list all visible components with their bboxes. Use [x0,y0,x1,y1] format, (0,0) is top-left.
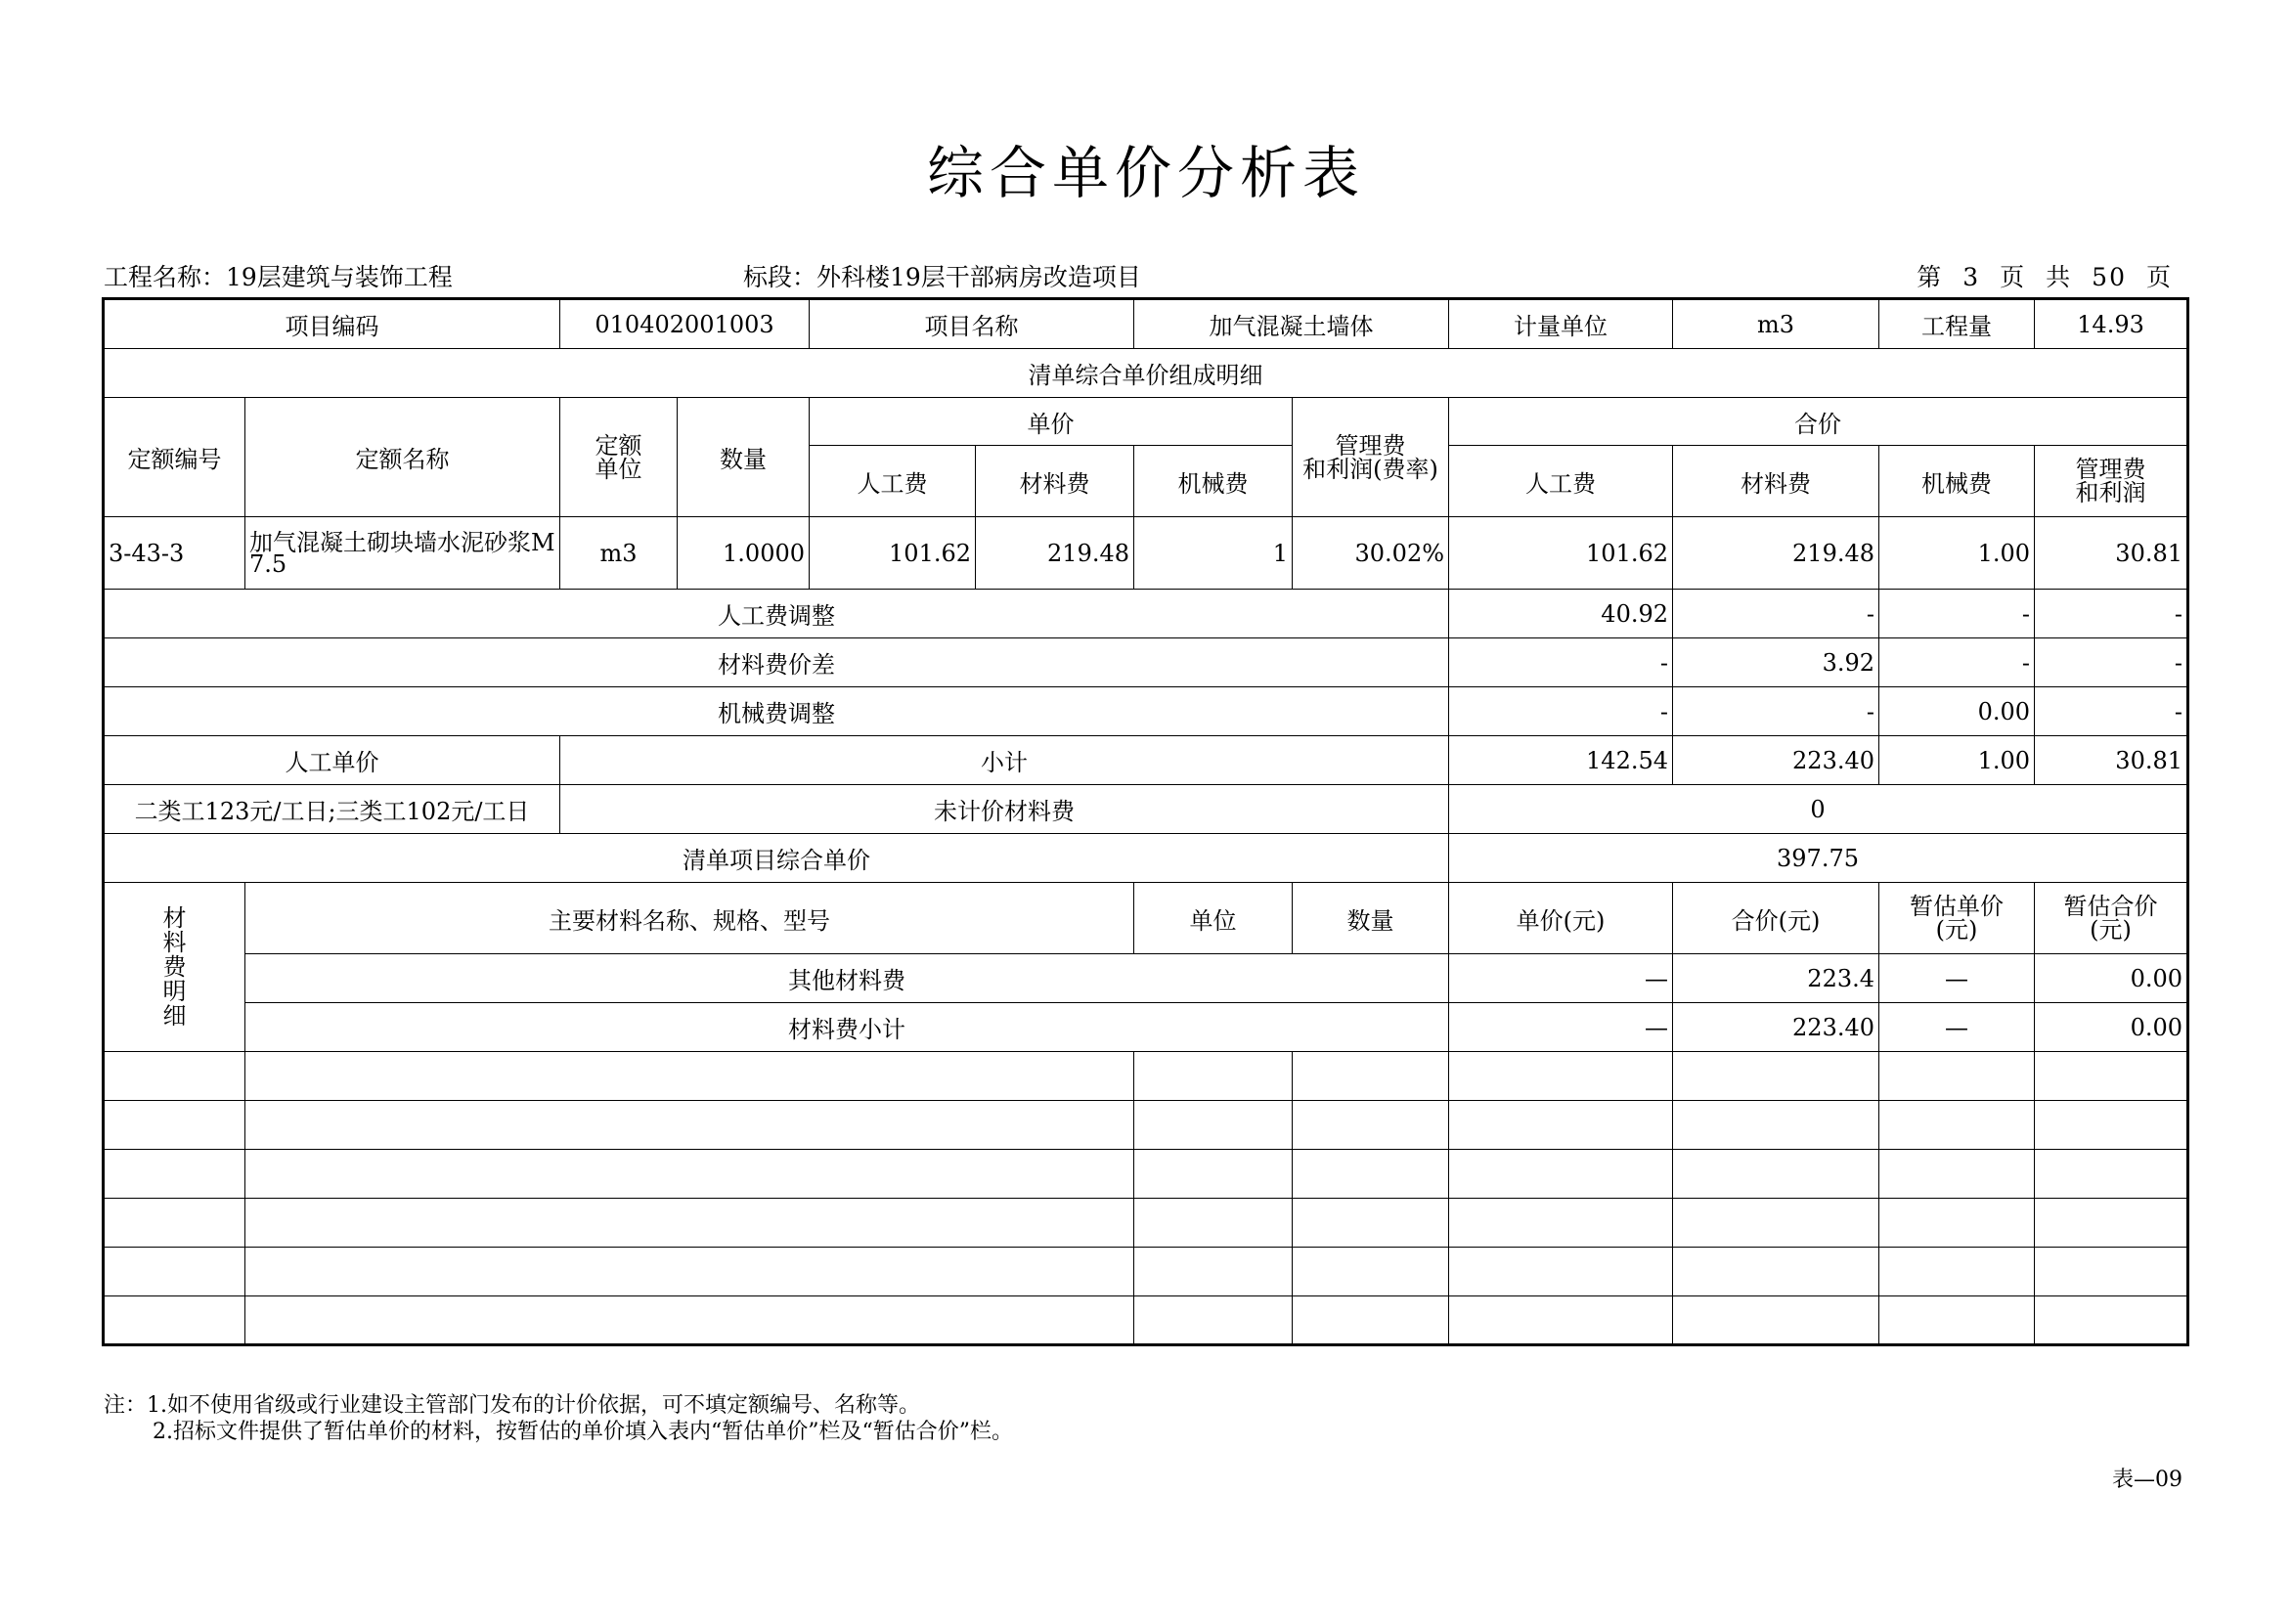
composite-row [104,834,2188,883]
material-name: 材料费小计 [245,1003,1449,1052]
quota-no: 3-43-3 [104,517,245,590]
note-2: 2.招标文件提供了暂估单价的材料，按暂估的单价填入表内“暂估单价”栏及“暂估合价”栏。 [153,1420,1013,1444]
empty-row [104,1199,2188,1248]
adjustment-label: 人工费调整 [104,590,1449,638]
quota-material: 219.48 [976,517,1134,590]
quota-material-total: 219.48 [1673,517,1879,590]
adjustment-machine: 0.00 [1879,687,2035,736]
materials-unit-header: 单位 [1134,883,1293,954]
col-mgmt-rate-text: 管理费 和利润(费率) [1302,431,1438,483]
unpriced-material-value: 0 [1449,785,2188,834]
adjustment-material: - [1673,687,1879,736]
empty-row [104,1296,2188,1345]
subtotal-row [104,736,2188,785]
materials-est-total-header [2035,883,2188,954]
col-labor-total: 人工费 [1449,446,1673,517]
adjustment-labor: - [1449,638,1673,687]
page-indicator [1907,258,2182,293]
col-labor: 人工费 [810,446,976,517]
materials-name-header: 主要材料名称、规格、型号 [245,883,1134,954]
materials-est-price-header [1879,883,2035,954]
quota-rate: 30.02% [1293,517,1449,590]
col-total-price: 合价 [1449,398,2188,446]
empty-row [104,1052,2188,1101]
labor-rate-label: 人工单价 [104,736,560,785]
detail-title: 清单综合单价组成明细 [104,349,2188,398]
quota-name: 加气混凝土砌块墙水泥砂浆M7.5 [245,517,560,590]
item-qty: 14.93 [2035,299,2188,349]
materials-row [104,954,2188,1003]
item-qty-label: 工程量 [1879,299,2035,349]
page-number: 3 [1962,263,1981,291]
note-1: 注：1.如不使用省级或行业建设主管部门发布的计价依据，可不填定额编号、名称等。 [104,1393,920,1418]
column-header-row-1 [104,398,2188,446]
quota-machine-total: 1.00 [1879,517,2035,590]
materials-side-label [104,883,245,1052]
material-price: — [1449,954,1673,1003]
page-gong: 共 [2046,263,2073,291]
col-machine: 机械费 [1134,446,1293,517]
adjustment-labor: - [1449,687,1673,736]
quota-quantity: 1.0000 [678,517,810,590]
adjustment-label: 材料费价差 [104,638,1449,687]
item-info-row [104,299,2188,349]
item-name: 加气混凝土墙体 [1134,299,1449,349]
adjustment-mgmt: - [2035,687,2188,736]
composite-label: 清单项目综合单价 [104,834,1449,883]
empty-row [104,1150,2188,1199]
empty-row [104,1248,2188,1296]
material-est-price: — [1879,1003,2035,1052]
col-machine-total: 机械费 [1879,446,2035,517]
analysis-table [102,297,2189,1346]
quota-row [104,517,2188,590]
quota-labor: 101.62 [810,517,976,590]
material-est-total: 0.00 [2035,1003,2188,1052]
adjustment-row [104,638,2188,687]
col-quantity: 数量 [678,398,810,517]
adjustment-mgmt: - [2035,638,2188,687]
col-quota-unit-text: 定额 单位 [595,431,642,483]
col-quota-unit [560,398,678,517]
adjustment-machine: - [1879,638,2035,687]
labor-rate-row [104,785,2188,834]
item-unit: m3 [1673,299,1879,349]
adjustment-labor: 40.92 [1449,590,1673,638]
col-material: 材料费 [976,446,1134,517]
item-unit-label: 计量单位 [1449,299,1673,349]
subtotal-machine: 1.00 [1879,736,2035,785]
material-est-price: — [1879,954,2035,1003]
page-ye: 页 [2000,263,2027,291]
project-name: 工程名称：19层建筑与装饰工程 [104,263,453,291]
adjustment-row [104,590,2188,638]
col-quota-no: 定额编号 [104,398,245,517]
labor-rate-value: 二类工123元/工日;三类工102元/工日 [104,785,560,834]
quota-mgmt-total: 30.81 [2035,517,2188,590]
adjustment-material: - [1673,590,1879,638]
adjustment-material: 3.92 [1673,638,1879,687]
item-code: 010402001003 [560,299,810,349]
material-name: 其他材料费 [245,954,1449,1003]
materials-est-total-text: 暂估合价 (元) [2063,893,2158,944]
material-est-total: 0.00 [2035,954,2188,1003]
materials-qty-header: 数量 [1293,883,1449,954]
col-unit-price: 单价 [810,398,1293,446]
unpriced-material-label: 未计价材料费 [560,785,1449,834]
subtotal-material: 223.40 [1673,736,1879,785]
col-mgmt-rate [1293,398,1449,517]
materials-row [104,1003,2188,1052]
material-total: 223.4 [1673,954,1879,1003]
adjustment-label: 机械费调整 [104,687,1449,736]
col-mgmt-total-text: 管理费 和利润 [2075,456,2146,506]
section-name: 标段：外科楼19层干部病房改造项目 [743,263,1141,291]
adjustment-mgmt: - [2035,590,2188,638]
quota-labor-total: 101.62 [1449,517,1673,590]
col-mgmt-total [2035,446,2188,517]
materials-est-price-text: 暂估单价 (元) [1910,893,2005,944]
composite-value: 397.75 [1449,834,2188,883]
item-name-label: 项目名称 [810,299,1134,349]
page-di: 第 [1917,263,1944,291]
adjustment-row [104,687,2188,736]
form-number: 表—09 [2112,1468,2182,1492]
adjustment-machine: - [1879,590,2035,638]
page-title: 综合单价分析表 [926,140,1365,206]
materials-side-text: 材 料 费 明 细 [162,903,187,1030]
quota-unit: m3 [560,517,678,590]
col-material-total: 材料费 [1673,446,1879,517]
quota-machine: 1 [1134,517,1293,590]
subtotal-label: 小计 [560,736,1449,785]
material-price: — [1449,1003,1673,1052]
materials-total-header: 合价(元) [1673,883,1879,954]
materials-price-header: 单价(元) [1449,883,1673,954]
subtotal-labor: 142.54 [1449,736,1673,785]
item-code-label: 项目编码 [104,299,560,349]
page-total: 50 [2092,263,2127,291]
col-quota-name: 定额名称 [245,398,560,517]
subtotal-mgmt: 30.81 [2035,736,2188,785]
page-ye2: 页 [2145,263,2173,291]
material-total: 223.40 [1673,1003,1879,1052]
materials-header-row [104,883,2188,954]
empty-row [104,1101,2188,1150]
